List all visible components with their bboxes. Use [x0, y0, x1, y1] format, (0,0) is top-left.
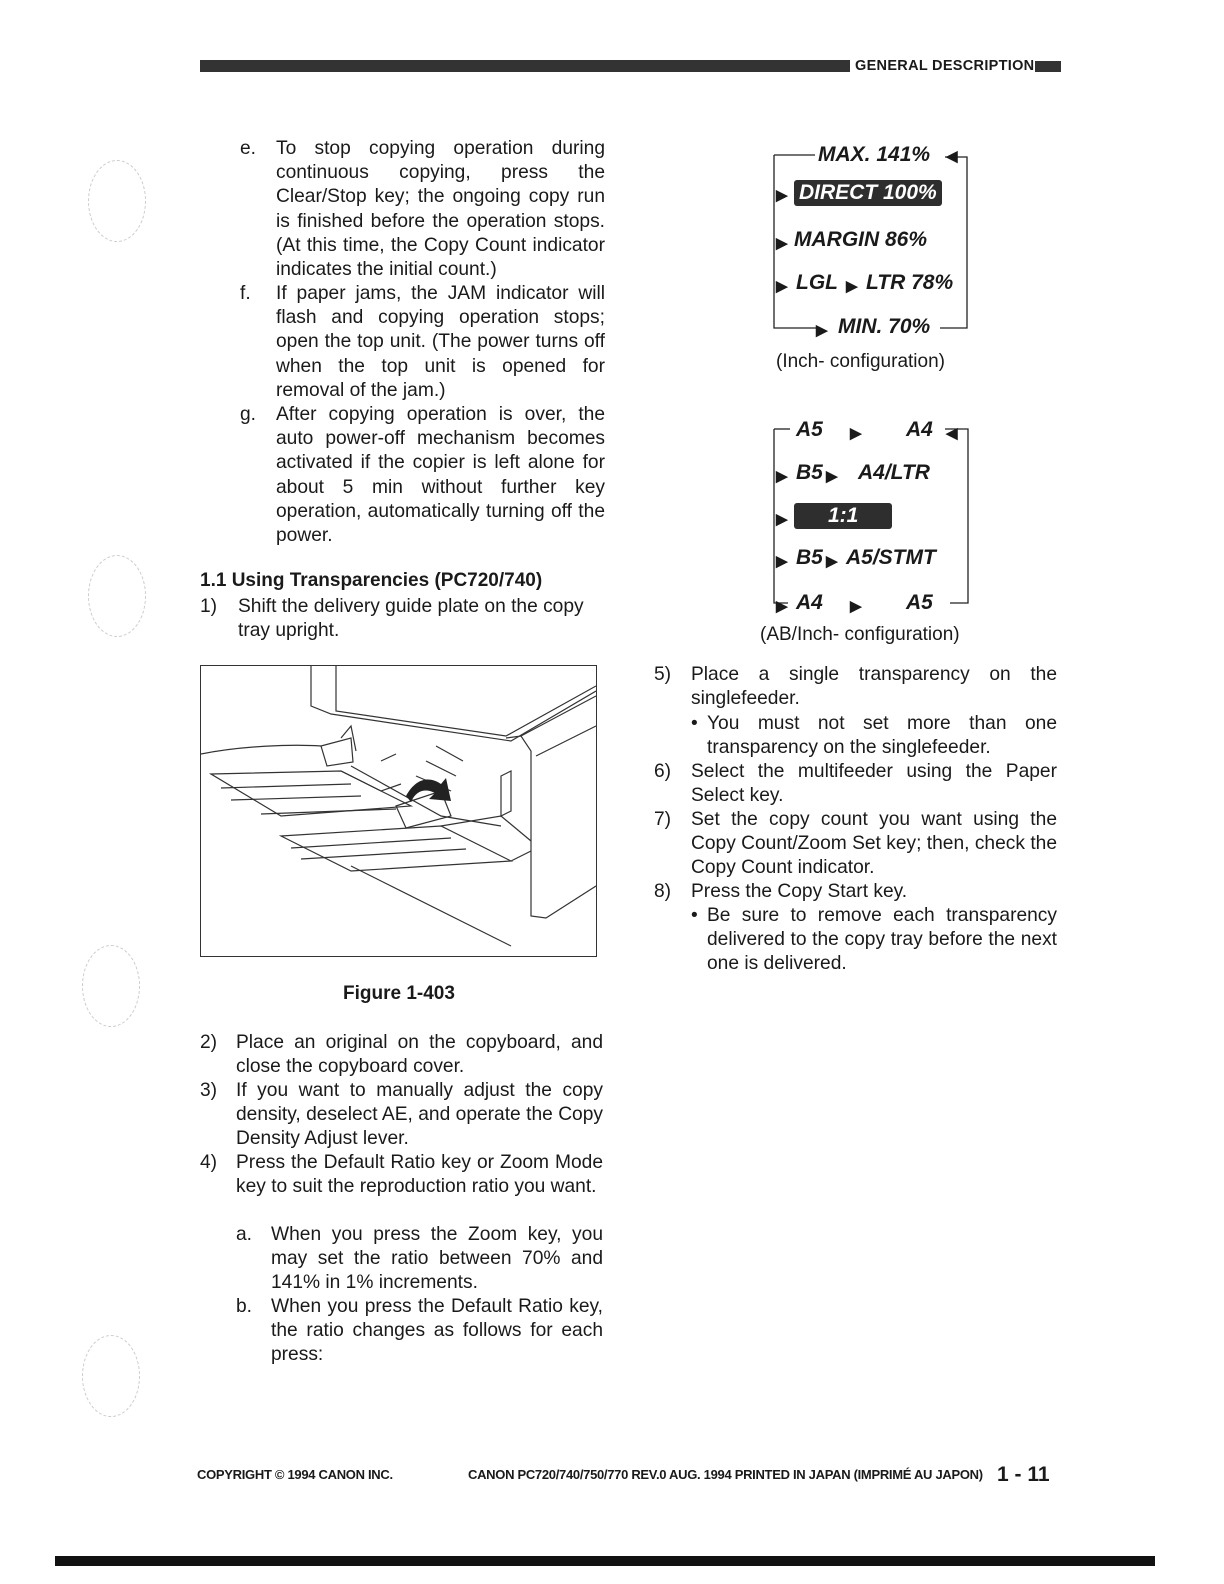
sub-a-marker: a. [236, 1224, 253, 1245]
step2-marker: 2) [200, 1032, 218, 1053]
inch-ltr: LTR 78% [866, 271, 954, 294]
sub-b-text: When you press the Default Ratio key, the ratio changes as follows for each press: [271, 1296, 603, 1366]
footer-copyright: COPYRIGHT © 1994 CANON INC. [197, 1467, 393, 1482]
step1-text: Shift the delivery guide plate on the copy tray upright. [238, 596, 584, 642]
step5-marker: 5) [654, 664, 672, 685]
arrow-right-icon: ▶ [846, 278, 858, 295]
step6-marker: 6) [654, 761, 672, 782]
arrow-right-icon: ▶ [776, 278, 788, 295]
step7-text: Set the copy count you want using the Copy Count/Zoom Set key; then, check the Copy Count indicator. [691, 809, 1057, 879]
inch-ratio-diagram [760, 135, 980, 345]
sub-b-marker: b. [236, 1296, 253, 1317]
arrow-right-icon: ▶ [826, 553, 838, 570]
arrow-right-icon: ▶ [850, 598, 862, 615]
ab-r5-a: A4 [796, 591, 823, 614]
arrow-right-icon: ▶ [776, 235, 788, 252]
arrow-left-icon: ◀ [946, 148, 958, 165]
item-f-marker: f. [240, 283, 251, 304]
arrow-right-icon: ▶ [850, 425, 862, 442]
ab-r3: 1:1 [794, 503, 892, 529]
header-title: GENERAL DESCRIPTION [855, 58, 1035, 74]
figure-1-403 [200, 665, 597, 957]
arrow-right-icon: ▶ [776, 511, 788, 528]
header-rule [200, 60, 850, 72]
arrow-right-icon: ▶ [776, 468, 788, 485]
step3-marker: 3) [200, 1080, 218, 1101]
footer-doc-info: CANON PC720/740/750/770 REV.0 AUG. 1994 PRINTED IN JAPAN (IMPRIMÉ AU JAPON) [468, 1467, 983, 1482]
step5-bullet: You must not set more than one transparency on the singlefeeder. [707, 713, 1057, 759]
step1-marker: 1) [200, 596, 218, 617]
item-g-marker: g. [240, 404, 257, 425]
header-block [1035, 61, 1061, 72]
ab-caption: (AB/Inch- configuration) [760, 624, 960, 645]
inch-max: MAX. 141% [818, 143, 931, 166]
ab-ratio-diagram [760, 413, 980, 618]
arrow-right-icon: ▶ [826, 468, 838, 485]
arrow-right-icon: ▶ [816, 322, 828, 339]
step4-marker: 4) [200, 1152, 218, 1173]
arrow-right-icon: ▶ [776, 553, 788, 570]
ab-r4-b: A5/STMT [846, 546, 936, 569]
punch-hole [82, 1335, 140, 1417]
bottom-rule [55, 1556, 1155, 1566]
inch-direct: DIRECT 100% [794, 180, 942, 206]
inch-min: MIN. 70% [838, 315, 931, 338]
sub-a-text: When you press the Zoom key, you may set the ratio between 70% and 141% in 1% increments. [271, 1224, 603, 1294]
ab-r4-a: B5 [796, 546, 823, 569]
ab-r2-a: B5 [796, 461, 823, 484]
step8-text: Press the Copy Start key. [691, 881, 908, 902]
step8-bullet: Be sure to remove each transparency delivered to the copy tray before the next one is delivered. [707, 905, 1057, 975]
inch-margin: MARGIN 86% [794, 228, 928, 251]
arrow-left-icon: ◀ [946, 425, 958, 442]
inch-caption: (Inch- configuration) [776, 351, 945, 372]
step3-text: If you want to manually adjust the copy density, deselect AE, and operate the Copy Density Adjust lever. [236, 1080, 603, 1150]
arrow-right-icon: ▶ [776, 187, 788, 204]
ab-r2-b: A4/LTR [858, 461, 930, 484]
punch-hole [88, 160, 146, 242]
inch-lgl: LGL [796, 271, 838, 294]
step5-text: Place a single transparency on the singlefeeder. [691, 664, 1057, 710]
arrow-right-icon: ▶ [776, 598, 788, 615]
item-f-text: If paper jams, the JAM indicator will flash and copying operation stops; open the top unit. (The power turns off when the top unit is opened for removal of the jam.) [276, 283, 605, 401]
page-number: 1 - 11 [997, 1463, 1050, 1486]
ab-r1-a: A5 [796, 418, 823, 441]
item-g-text: After copying operation is over, the auto power-off mechanism becomes activated if the copier is left alone for about 5 min without further key operation, automatically turning off the power. [276, 404, 605, 547]
punch-hole [82, 945, 140, 1027]
bullet-icon: • [691, 905, 698, 926]
section-heading: 1.1 Using Transparencies (PC720/740) [200, 570, 543, 591]
figure-title: Figure 1-403 [343, 983, 455, 1004]
bullet-icon: • [691, 713, 698, 734]
step7-marker: 7) [654, 809, 672, 830]
item-e-marker: e. [240, 138, 257, 159]
step6-text: Select the multifeeder using the Paper Select key. [691, 761, 1057, 807]
ab-r5-b: A5 [906, 591, 933, 614]
step8-marker: 8) [654, 881, 672, 902]
step2-text: Place an original on the copyboard, and close the copyboard cover. [236, 1032, 603, 1078]
copier-tray-illustration [201, 666, 596, 956]
step4-text: Press the Default Ratio key or Zoom Mode key to suit the reproduction ratio you want. [236, 1152, 603, 1198]
punch-hole [88, 555, 146, 637]
ab-r1-b: A4 [906, 418, 933, 441]
item-e-text: To stop copying operation during continuous copying, press the Clear/Stop key; the ongoing copy run is finished before the operation stops. (At this time, the Copy Count indicator indicates the initial count.) [276, 138, 605, 281]
